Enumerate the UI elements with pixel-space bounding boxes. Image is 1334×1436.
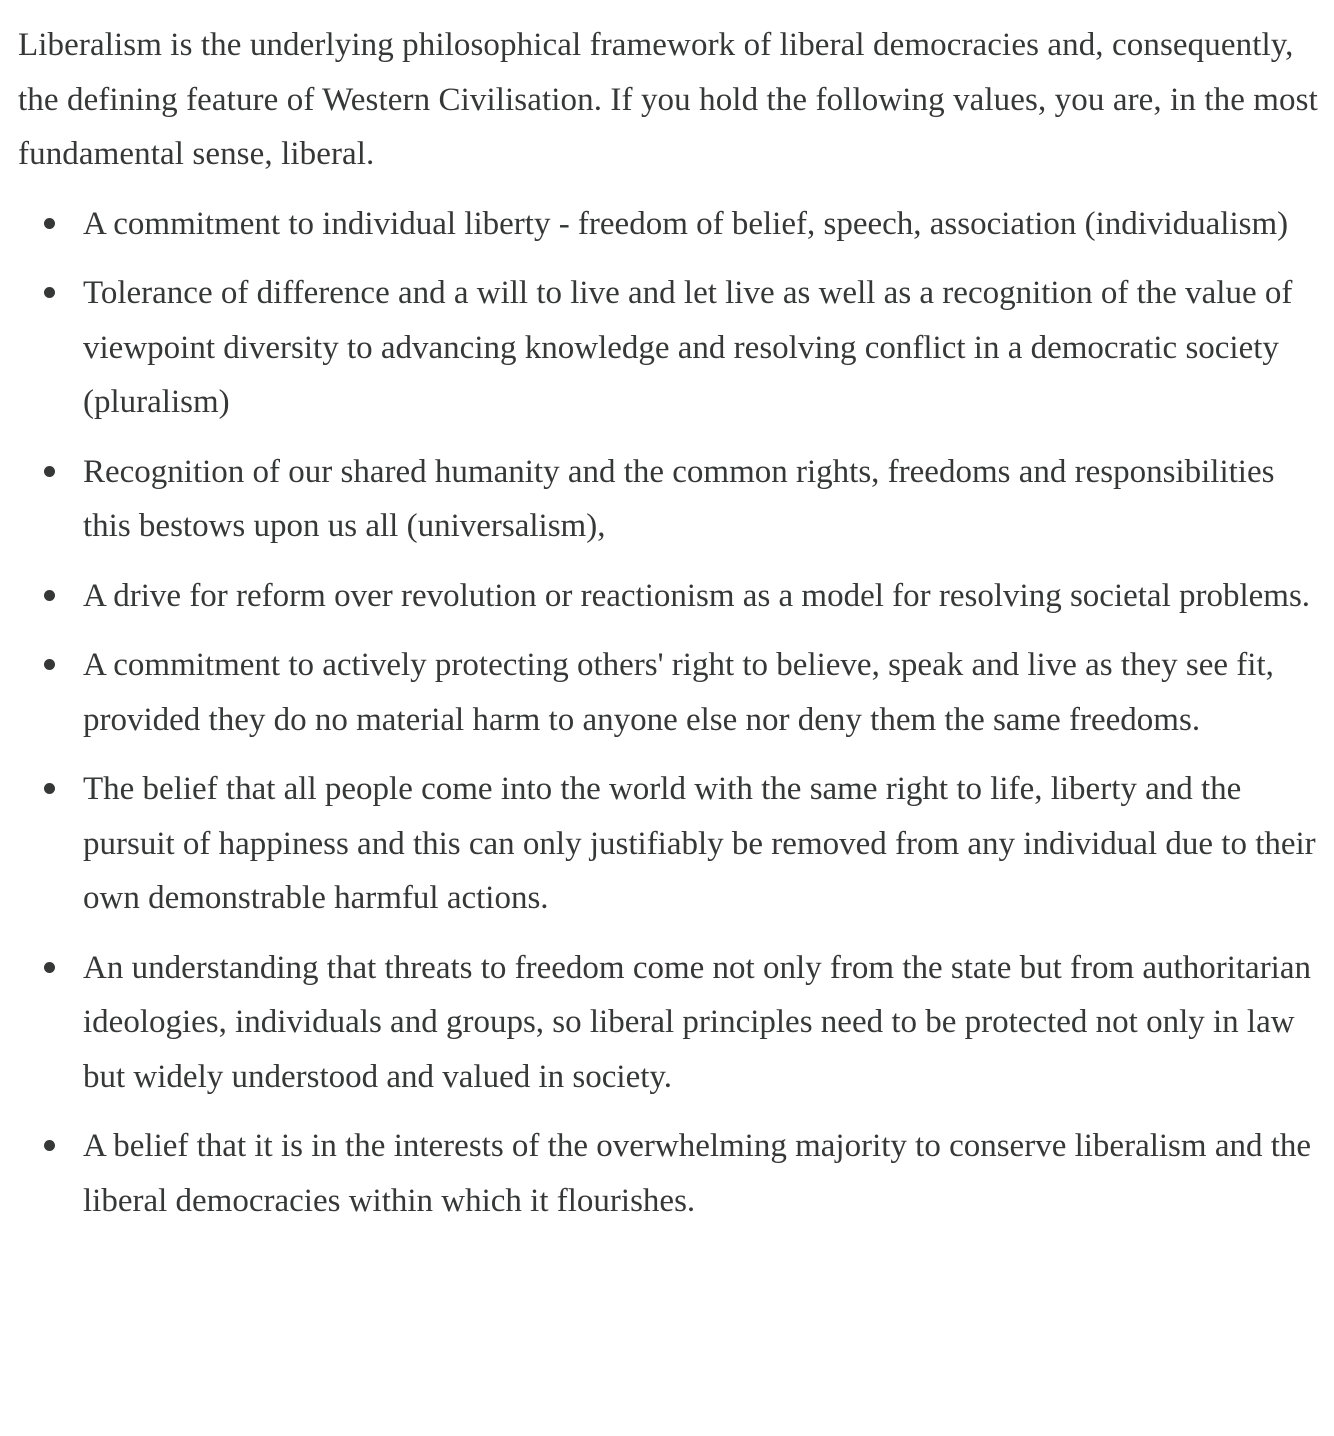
- list-item-text: A commitment to individual liberty - freedom of belief, speech, association (individualism): [83, 205, 1289, 242]
- bullet-icon: [44, 590, 55, 601]
- list-item-text: The belief that all people come into the world with the same right to life, liberty and the pursuit of happiness and this can only justifiably be removed from any individual due to their own demonstrable harmful actions.: [83, 771, 1316, 916]
- list-item: [18, 569, 1324, 624]
- list-item: [18, 638, 1324, 747]
- list-item: [18, 445, 1324, 554]
- list-item-text: A belief that it is in the interests of the overwhelming majority to conserve liberalism and the liberal democracies within which it flourishes.: [83, 1128, 1312, 1219]
- list-item-text: Recognition of our shared humanity and the common rights, freedoms and responsibilities this bestows upon us all (universalism),: [83, 453, 1275, 544]
- liberal-values-list: [18, 197, 1324, 1229]
- intro-paragraph: Liberalism is the underlying philosophical framework of liberal democracies and, consequently, the defining feature of Western Civilisation. If you hold the following values, you are, in the most fundamental sense, liberal.: [18, 27, 1318, 172]
- list-item-text: Tolerance of difference and a will to live and let live as well as a recognition of the value of viewpoint diversity to advancing knowledge and resolving conflict in a democratic society (pluralism): [83, 275, 1293, 420]
- list-item: [18, 197, 1324, 252]
- bullet-icon: [44, 659, 55, 670]
- bullet-icon: [44, 466, 55, 477]
- bullet-icon: [44, 783, 55, 794]
- bullet-icon: [44, 287, 55, 298]
- list-item: [18, 941, 1324, 1105]
- article-body: [18, 18, 1324, 1243]
- list-item-text: A commitment to actively protecting others' right to believe, speak and live as they see fit, provided they do no material harm to anyone else nor deny them the same freedoms.: [83, 647, 1274, 738]
- list-item: [18, 266, 1324, 430]
- list-item-text: A drive for reform over revolution or reactionism as a model for resolving societal problems.: [83, 577, 1311, 614]
- bullet-icon: [44, 218, 55, 229]
- list-item: [18, 762, 1324, 926]
- bullet-icon: [44, 1140, 55, 1151]
- bullet-icon: [44, 962, 55, 973]
- list-item: [18, 1119, 1324, 1228]
- list-item-text: An understanding that threats to freedom come not only from the state but from authoritarian ideologies, individuals and groups, so liberal principles need to be protected not only in law but widely understood and valued in society.: [83, 949, 1311, 1095]
